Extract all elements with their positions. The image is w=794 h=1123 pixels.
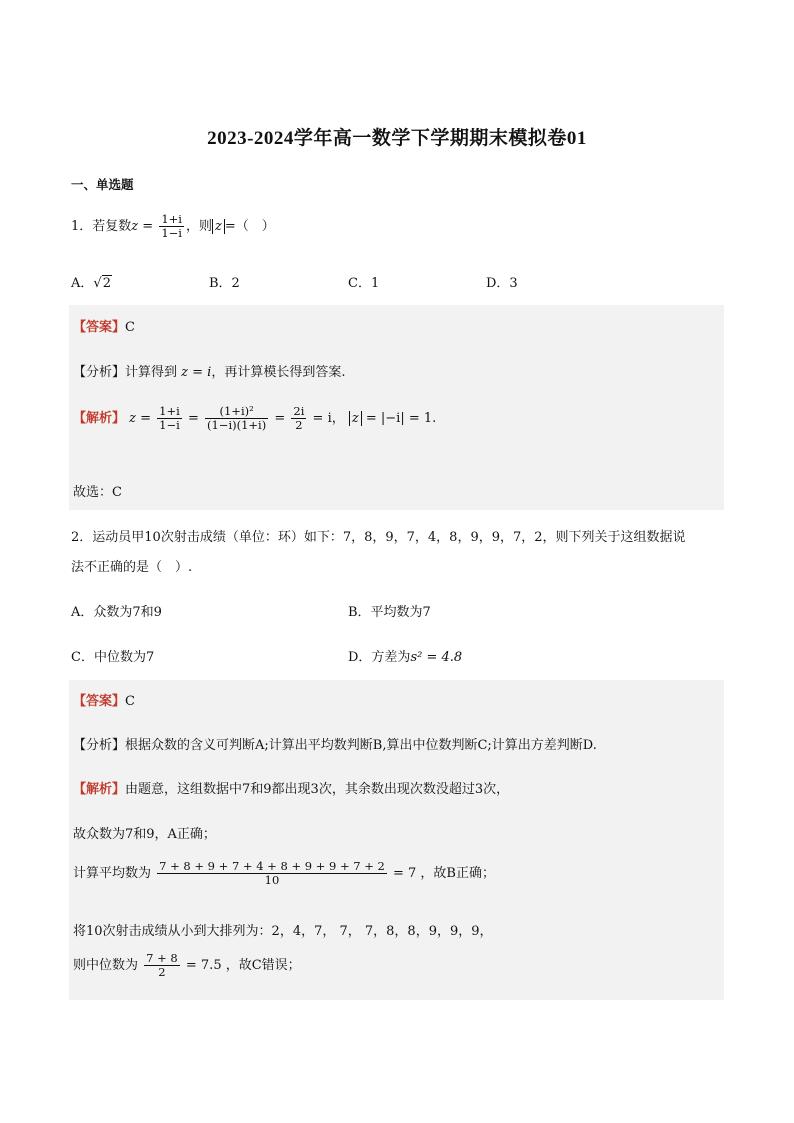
q1-option-a-radicand: 2 xyxy=(102,276,111,291)
q2-answer-block xyxy=(69,680,724,1000)
q2-option-a: A．众数为7和9 xyxy=(71,605,162,620)
q2-answer-row xyxy=(73,690,135,709)
q1-analysis-post: ，再计算模长得到答案. xyxy=(211,365,346,380)
q1-sol-fraction-2 xyxy=(205,405,268,432)
q2-mean-den: 10 xyxy=(264,873,280,888)
sqrt-symbol: √2 xyxy=(93,276,111,291)
q2-sol-line2: 故众数为7和9，A正确； xyxy=(73,827,216,842)
q1-fraction-num: 1+i xyxy=(161,212,182,226)
q1-analysis-tag: 【分析】 xyxy=(73,365,126,380)
q2-mean-fraction xyxy=(157,860,387,887)
q1-answer-block xyxy=(69,305,724,510)
q2-answer-tag: 【答案】 xyxy=(73,694,126,709)
q1-sol-f2-num: (1+i)² xyxy=(205,405,268,419)
q2-analysis-row xyxy=(73,734,597,753)
q1-sol-f3-den: 2 xyxy=(295,418,303,433)
q1-sol-f1-den: 1−i xyxy=(159,418,180,433)
q1-answer-row xyxy=(73,316,135,335)
q1-sol-f1-num: 1+i xyxy=(159,404,180,418)
q1-sol-eq1: = xyxy=(187,411,199,427)
section-heading: 一、单选题 xyxy=(71,177,134,192)
q1-analysis-row xyxy=(73,361,345,380)
q2-median-num: 7 + 8 xyxy=(146,951,178,965)
q1-option-b: B．2 xyxy=(209,276,240,291)
q1-then: ，则 xyxy=(185,219,212,235)
q1-sol-fraction-3 xyxy=(291,405,306,432)
q1-fraction xyxy=(159,213,184,240)
q2-option-c: C．中位数为7 xyxy=(71,650,155,665)
q2-sol-line5 xyxy=(73,952,301,979)
q1-tail: =（ ） xyxy=(224,219,275,235)
q2-sol-line5-post: = 7.5 ，故C错误； xyxy=(185,958,301,974)
q1-eq: = xyxy=(142,219,154,235)
q2-sol-line4: 将10次射击成绩从小到大排列为：2，4，7， 7， 7，8，8，9，9，9， xyxy=(73,924,493,939)
q2-analysis: 根据众数的含义可判断A;计算出平均数判断B,算出中位数判断C;计算出方差判断D. xyxy=(125,738,597,753)
q1-sol-f3-num: 2i xyxy=(293,404,305,418)
q2-sol-line3-post: = 7 ，故B正确； xyxy=(392,866,495,882)
q1-z: z xyxy=(131,219,139,235)
q2-sol-line3 xyxy=(73,860,495,887)
q2-solution-row xyxy=(73,778,509,797)
q1-sol-f2-den: (1−i)(1+i) xyxy=(207,418,267,433)
q2-median-fraction xyxy=(144,952,180,979)
q1-sol-abs-z: z xyxy=(349,411,362,426)
question-2-stem-line1: 2．运动员甲10次射击成绩（单位：环）如下：7，8，9，7，4，8，9，9，7，2，则下列关于这组数据说 xyxy=(71,530,686,545)
q1-option-a-label: A． xyxy=(71,276,94,291)
q1-sol-tail1: = i， xyxy=(312,411,345,427)
q1-solution-tag: 【解析】 xyxy=(73,411,126,427)
q1-sol-z: z = xyxy=(129,411,152,427)
q1-abs-z: z xyxy=(212,219,225,234)
question-2-stem-line2: 法不正确的是（ ）. xyxy=(71,560,193,575)
q2-median-den: 2 xyxy=(158,965,166,980)
q1-option-c: C．1 xyxy=(348,276,380,291)
q2-sol-line5-pre: 则中位数为 xyxy=(73,958,139,974)
q2-option-d-pre: D．方差为 xyxy=(348,650,411,665)
q2-option-d-math: s² = 4.8 xyxy=(410,650,463,665)
q1-sol-fraction-1 xyxy=(157,405,182,432)
q1-option-d: D．3 xyxy=(486,276,518,291)
page-title: 2023-2024学年高一数学下学期期末模拟卷01 xyxy=(207,128,587,149)
q1-answer-tag: 【答案】 xyxy=(73,320,126,335)
q1-sol-tail2: = |−i| = 1. xyxy=(365,411,437,427)
q1-sol-eq2: = xyxy=(274,411,286,427)
q1-analysis-eq: z = i xyxy=(181,365,212,380)
q2-answer: C xyxy=(125,694,135,709)
q1-answer: C xyxy=(125,320,135,335)
q2-option-b: B．平均数为7 xyxy=(348,605,431,620)
q2-mean-num: 7 + 8 + 9 + 7 + 4 + 8 + 9 + 9 + 7 + 2 xyxy=(159,859,385,873)
q2-option-d xyxy=(348,646,462,665)
q2-sol-line3-pre: 计算平均数为 xyxy=(73,866,152,882)
question-1-stem xyxy=(71,213,275,240)
q2-solution-tag: 【解析】 xyxy=(73,782,126,797)
q1-analysis-pre: 计算得到 xyxy=(125,365,178,380)
q2-sol-line1: 由题意，这组数据中7和9都出现3次，其余数出现次数没超过3次， xyxy=(125,782,510,797)
q1-choose-row: 故选：C xyxy=(73,485,122,500)
q1-option-a xyxy=(71,272,112,291)
q1-fraction-den: 1−i xyxy=(161,226,182,241)
q1-solution-row xyxy=(73,405,436,432)
q1-prefix: 1．若复数 xyxy=(71,219,132,235)
q2-analysis-tag: 【分析】 xyxy=(73,738,126,753)
